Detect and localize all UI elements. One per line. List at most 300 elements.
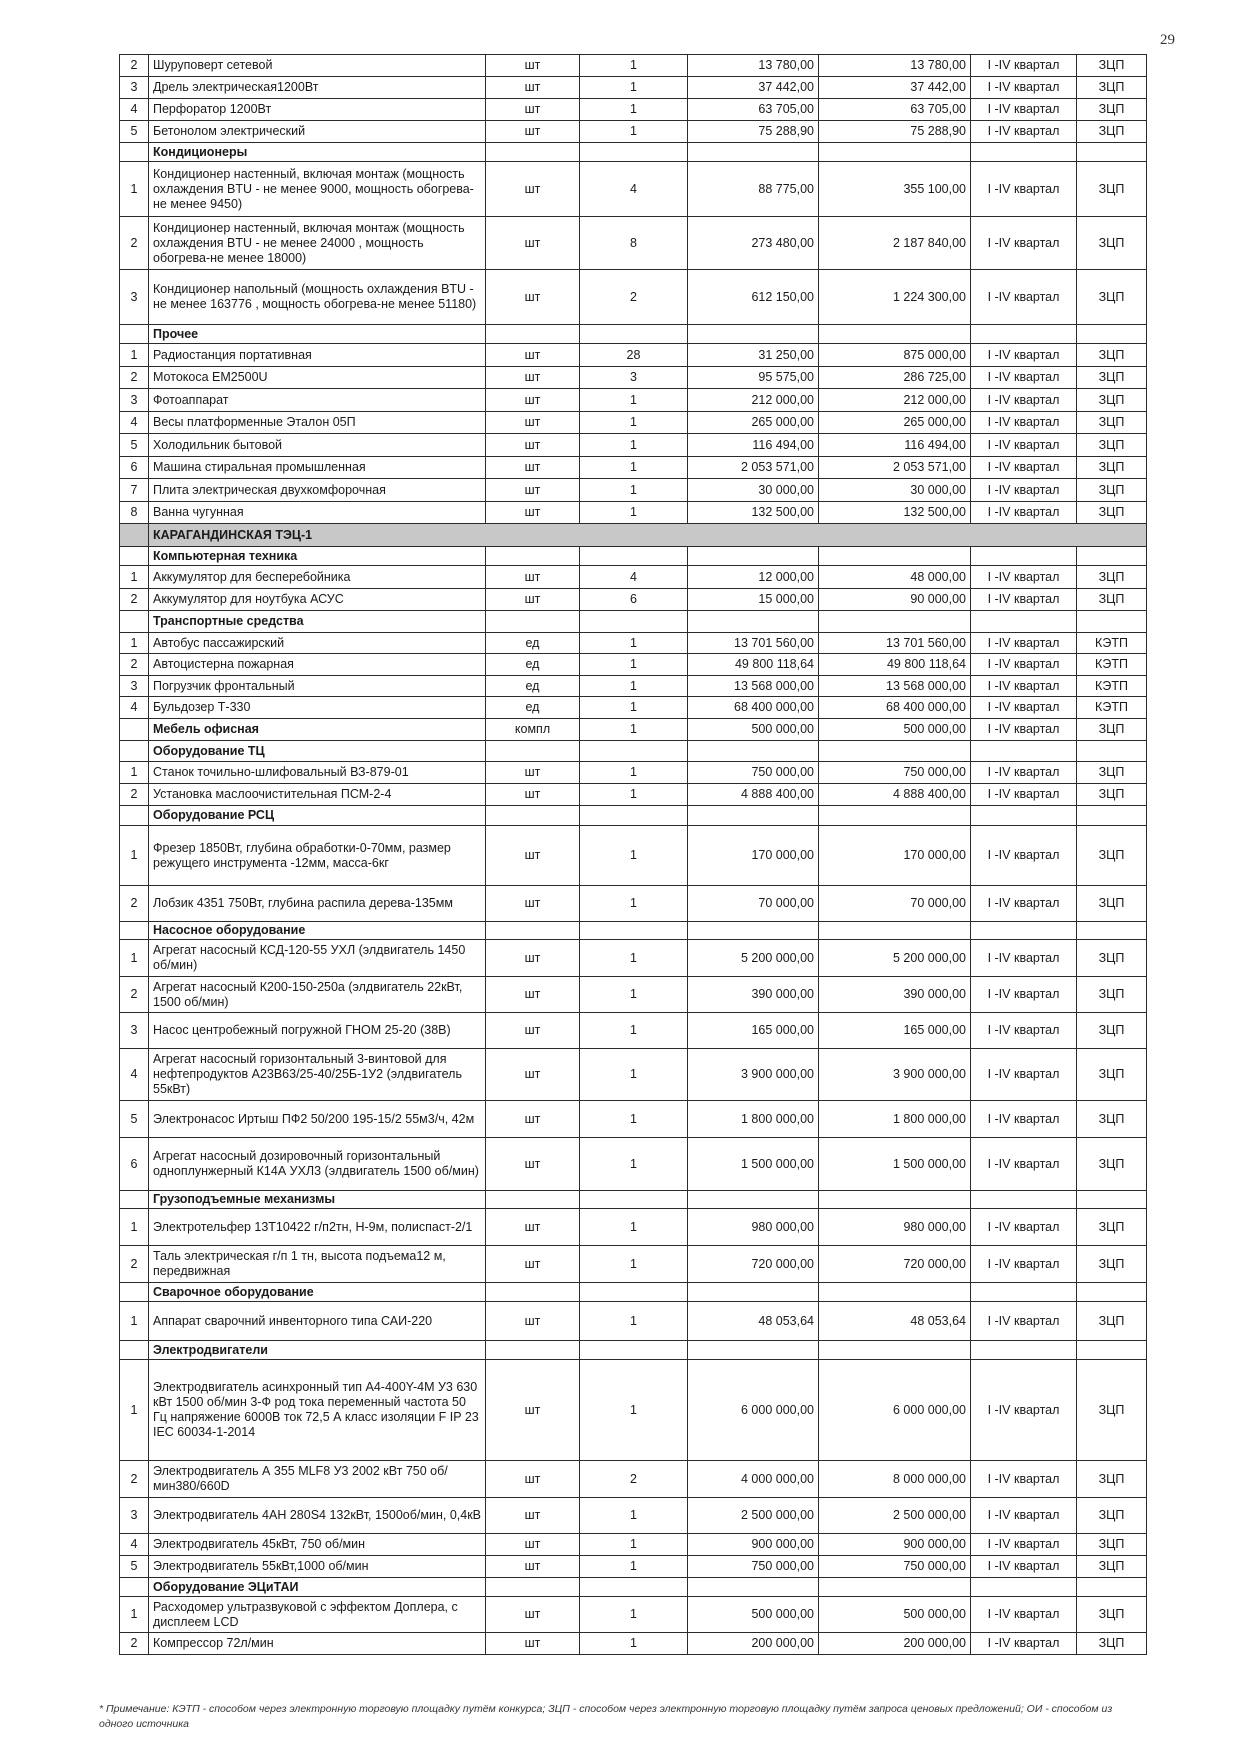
period: I -IV квартал: [971, 1302, 1077, 1341]
table-row: [120, 99, 1147, 121]
quantity: 1: [580, 697, 688, 719]
table-row: [120, 502, 1147, 524]
table-row: [120, 1049, 1147, 1101]
unit: ед: [486, 633, 580, 654]
procurement-method: КЭТП: [1077, 654, 1147, 676]
empty-cell: [120, 1283, 149, 1302]
total-amount: 980 000,00: [819, 1209, 971, 1246]
total-amount: 200 000,00: [819, 1633, 971, 1655]
table-row: [120, 1013, 1147, 1049]
item-name: Расходомер ультразвуковой с эффектом Доплера, с дисплеем LCD: [149, 1597, 486, 1633]
item-name: Кондиционер напольный (мощность охлаждения BTU - не менее 163776 , мощность обогрева-не менее 51180): [149, 270, 486, 325]
period: I -IV квартал: [971, 412, 1077, 434]
unit: шт: [486, 389, 580, 412]
period: I -IV квартал: [971, 762, 1077, 784]
unit: ед: [486, 676, 580, 697]
row-number: 1: [120, 1360, 149, 1461]
quantity: 1: [580, 676, 688, 697]
category-name: Оборудование РСЦ: [149, 806, 486, 826]
item-name: Фрезер 1850Вт, глубина обработки-0-70мм, размер режущего инструмента -12мм, масса-6кг: [149, 826, 486, 886]
item-name: Электротельфер 13Т10422 г/п2тн, Н-9м, полиспаст-2/1: [149, 1209, 486, 1246]
empty-cell: [120, 922, 149, 940]
empty-cell: [1077, 1578, 1147, 1597]
procurement-method: ЗЦП: [1077, 1246, 1147, 1283]
table-row: [120, 1302, 1147, 1341]
empty-cell: [971, 611, 1077, 633]
total-amount: 500 000,00: [819, 1597, 971, 1633]
row-number: 2: [120, 1633, 149, 1655]
empty-cell: [688, 143, 819, 162]
empty-cell: [486, 325, 580, 344]
category-name: Грузоподъемные механизмы: [149, 1191, 486, 1209]
empty-cell: [1077, 1341, 1147, 1360]
row-number: 1: [120, 1209, 149, 1246]
total-amount: 90 000,00: [819, 589, 971, 611]
row-number: 6: [120, 1138, 149, 1191]
category-name: Прочее: [149, 325, 486, 344]
category-name: Компьютерная техника: [149, 547, 486, 566]
row-number: [120, 719, 149, 741]
item-name: Холодильник бытовой: [149, 434, 486, 457]
empty-cell: [580, 1341, 688, 1360]
period: I -IV квартал: [971, 217, 1077, 270]
total-amount: 70 000,00: [819, 886, 971, 922]
period: I -IV квартал: [971, 457, 1077, 479]
quantity: 1: [580, 1209, 688, 1246]
unit-price: 170 000,00: [688, 826, 819, 886]
procurement-method: ЗЦП: [1077, 1049, 1147, 1101]
unit-price: 5 200 000,00: [688, 940, 819, 977]
period: I -IV квартал: [971, 654, 1077, 676]
procurement-method: ЗЦП: [1077, 344, 1147, 367]
empty-cell: [486, 547, 580, 566]
unit-price: 3 900 000,00: [688, 1049, 819, 1101]
table-row: [120, 654, 1147, 676]
category-name: Насосное оборудование: [149, 922, 486, 940]
procurement-method: ЗЦП: [1077, 977, 1147, 1013]
quantity: 6: [580, 589, 688, 611]
row-number: 3: [120, 270, 149, 325]
total-amount: 30 000,00: [819, 479, 971, 502]
procurement-method: ЗЦП: [1077, 1597, 1147, 1633]
empty-cell: [688, 922, 819, 940]
item-name: Дрель электрическая1200Вт: [149, 77, 486, 99]
item-name: Бетонолом электрический: [149, 121, 486, 143]
row-number: 4: [120, 697, 149, 719]
empty-cell: [120, 1191, 149, 1209]
total-amount: 5 200 000,00: [819, 940, 971, 977]
category-row: [120, 1283, 1147, 1302]
quantity: 1: [580, 502, 688, 524]
unit-price: 68 400 000,00: [688, 697, 819, 719]
procurement-method: ЗЦП: [1077, 121, 1147, 143]
total-amount: 720 000,00: [819, 1246, 971, 1283]
table-row: [120, 633, 1147, 654]
period: I -IV квартал: [971, 344, 1077, 367]
unit: шт: [486, 886, 580, 922]
procurement-method: ЗЦП: [1077, 826, 1147, 886]
table-row: [120, 566, 1147, 589]
unit: шт: [486, 1302, 580, 1341]
quantity: 8: [580, 217, 688, 270]
row-number: 2: [120, 654, 149, 676]
category-row: [120, 143, 1147, 162]
empty-cell: [971, 1283, 1077, 1302]
empty-cell: [120, 741, 149, 762]
unit: шт: [486, 1013, 580, 1049]
period: I -IV квартал: [971, 977, 1077, 1013]
row-number: 1: [120, 826, 149, 886]
category-name: Транспортные средства: [149, 611, 486, 633]
empty-cell: [688, 1341, 819, 1360]
quantity: 1: [580, 1597, 688, 1633]
unit-price: 13 701 560,00: [688, 633, 819, 654]
table-row: [120, 1498, 1147, 1534]
procurement-method: ЗЦП: [1077, 719, 1147, 741]
row-number: 5: [120, 434, 149, 457]
procurement-method: ЗЦП: [1077, 99, 1147, 121]
table-row: [120, 762, 1147, 784]
procurement-method: ЗЦП: [1077, 217, 1147, 270]
footnote: * Примечание: КЭТП - способом через электронную торговую площадку путём конкурса; ЗЦП - способом через электронную торговую площадку путём запроса ценовых предложений; ОИ - способом из одного источника: [99, 1703, 1113, 1730]
period: I -IV квартал: [971, 434, 1077, 457]
unit: шт: [486, 457, 580, 479]
unit: шт: [486, 940, 580, 977]
quantity: 2: [580, 270, 688, 325]
empty-cell: [819, 325, 971, 344]
item-name: Электродвигатель 55кВт,1000 об/мин: [149, 1556, 486, 1578]
item-name: Лобзик 4351 750Вт, глубина распила дерева-135мм: [149, 886, 486, 922]
unit-price: 48 053,64: [688, 1302, 819, 1341]
unit: шт: [486, 566, 580, 589]
unit-price: 900 000,00: [688, 1534, 819, 1556]
total-amount: 63 705,00: [819, 99, 971, 121]
unit: ед: [486, 654, 580, 676]
procurement-method: ЗЦП: [1077, 1360, 1147, 1461]
empty-cell: [688, 611, 819, 633]
unit: шт: [486, 367, 580, 389]
total-amount: 68 400 000,00: [819, 697, 971, 719]
item-name: Погрузчик фронтальный: [149, 676, 486, 697]
empty-cell: [486, 1283, 580, 1302]
unit: шт: [486, 1633, 580, 1655]
item-name: Аккумулятор для ноутбука АСУС: [149, 589, 486, 611]
period: I -IV квартал: [971, 389, 1077, 412]
unit: шт: [486, 121, 580, 143]
procurement-method: ЗЦП: [1077, 55, 1147, 77]
unit: шт: [486, 1049, 580, 1101]
item-name: Электродвигатель 4АН 280S4 132кВт, 1500об/мин, 0,4кВ: [149, 1498, 486, 1534]
unit-price: 200 000,00: [688, 1633, 819, 1655]
category-name: Оборудование ЭЦиТАИ: [149, 1578, 486, 1597]
organization-header-row: [120, 524, 1147, 547]
item-name: Радиостанция портативная: [149, 344, 486, 367]
procurement-method: ЗЦП: [1077, 940, 1147, 977]
procurement-table: [119, 54, 1147, 1655]
empty-cell: [819, 1191, 971, 1209]
page-number: 29: [1160, 32, 1175, 48]
procurement-method: ЗЦП: [1077, 1101, 1147, 1138]
table-row: [120, 1556, 1147, 1578]
total-amount: 390 000,00: [819, 977, 971, 1013]
unit-price: 612 150,00: [688, 270, 819, 325]
empty-cell: [1077, 741, 1147, 762]
period: I -IV квартал: [971, 940, 1077, 977]
unit: шт: [486, 589, 580, 611]
item-name: Таль электрическая г/п 1 тн, высота подъема12 м, передвижная: [149, 1246, 486, 1283]
unit-price: 212 000,00: [688, 389, 819, 412]
procurement-method: КЭТП: [1077, 633, 1147, 654]
item-name: Шуруповерт сетевой: [149, 55, 486, 77]
unit-price: 95 575,00: [688, 367, 819, 389]
empty-cell: [486, 741, 580, 762]
row-number: 2: [120, 886, 149, 922]
item-name: Мебель офисная: [149, 719, 486, 741]
period: I -IV квартал: [971, 589, 1077, 611]
empty-cell: [819, 1578, 971, 1597]
category-row: [120, 547, 1147, 566]
category-row: [120, 325, 1147, 344]
quantity: 1: [580, 434, 688, 457]
unit: шт: [486, 434, 580, 457]
table-row: [120, 977, 1147, 1013]
procurement-method: ЗЦП: [1077, 589, 1147, 611]
period: I -IV квартал: [971, 99, 1077, 121]
quantity: 1: [580, 412, 688, 434]
unit-price: 1 800 000,00: [688, 1101, 819, 1138]
period: I -IV квартал: [971, 162, 1077, 217]
period: I -IV квартал: [971, 1138, 1077, 1191]
quantity: 1: [580, 633, 688, 654]
unit-price: 88 775,00: [688, 162, 819, 217]
total-amount: 4 888 400,00: [819, 784, 971, 806]
quantity: 1: [580, 826, 688, 886]
empty-cell: [688, 1283, 819, 1302]
quantity: 1: [580, 784, 688, 806]
unit-price: 273 480,00: [688, 217, 819, 270]
unit: шт: [486, 162, 580, 217]
unit: шт: [486, 762, 580, 784]
period: I -IV квартал: [971, 1209, 1077, 1246]
unit: шт: [486, 826, 580, 886]
unit: шт: [486, 1209, 580, 1246]
unit: шт: [486, 1498, 580, 1534]
period: I -IV квартал: [971, 1049, 1077, 1101]
total-amount: 8 000 000,00: [819, 1461, 971, 1498]
row-number: 5: [120, 121, 149, 143]
total-amount: 2 500 000,00: [819, 1498, 971, 1534]
category-row: [120, 611, 1147, 633]
procurement-method: ЗЦП: [1077, 566, 1147, 589]
item-name: Аппарат сварочний инвенторного типа САИ-220: [149, 1302, 486, 1341]
empty-cell: [580, 611, 688, 633]
empty-cell: [819, 922, 971, 940]
unit: шт: [486, 77, 580, 99]
total-amount: 13 701 560,00: [819, 633, 971, 654]
empty-cell: [819, 806, 971, 826]
empty-cell: [120, 143, 149, 162]
procurement-method: ЗЦП: [1077, 784, 1147, 806]
empty-cell: [688, 806, 819, 826]
unit: шт: [486, 1101, 580, 1138]
unit-price: 4 888 400,00: [688, 784, 819, 806]
procurement-method: ЗЦП: [1077, 886, 1147, 922]
total-amount: 13 780,00: [819, 55, 971, 77]
row-number: [120, 524, 149, 547]
total-amount: 875 000,00: [819, 344, 971, 367]
item-name: Ванна чугунная: [149, 502, 486, 524]
unit-price: 49 800 118,64: [688, 654, 819, 676]
row-number: 1: [120, 762, 149, 784]
row-number: 8: [120, 502, 149, 524]
unit-price: 500 000,00: [688, 1597, 819, 1633]
empty-cell: [688, 1191, 819, 1209]
table-body: [120, 55, 1147, 1655]
item-name: Мотокоса EM2500U: [149, 367, 486, 389]
item-name: Станок точильно-шлифовальный ВЗ-879-01: [149, 762, 486, 784]
quantity: 4: [580, 566, 688, 589]
empty-cell: [1077, 611, 1147, 633]
unit-price: 30 000,00: [688, 479, 819, 502]
unit-price: 2 500 000,00: [688, 1498, 819, 1534]
unit: шт: [486, 1246, 580, 1283]
quantity: 1: [580, 1498, 688, 1534]
row-number: 3: [120, 389, 149, 412]
empty-cell: [486, 1578, 580, 1597]
row-number: 4: [120, 412, 149, 434]
row-number: 3: [120, 1013, 149, 1049]
period: I -IV квартал: [971, 1246, 1077, 1283]
empty-cell: [971, 325, 1077, 344]
unit: шт: [486, 502, 580, 524]
item-name: Автобус пассажирский: [149, 633, 486, 654]
procurement-method: ЗЦП: [1077, 479, 1147, 502]
empty-cell: [971, 806, 1077, 826]
total-amount: 165 000,00: [819, 1013, 971, 1049]
empty-cell: [819, 547, 971, 566]
unit: шт: [486, 479, 580, 502]
total-amount: 265 000,00: [819, 412, 971, 434]
total-amount: 13 568 000,00: [819, 676, 971, 697]
quantity: 1: [580, 389, 688, 412]
unit: шт: [486, 1138, 580, 1191]
category-name: Электродвигатели: [149, 1341, 486, 1360]
unit-price: 116 494,00: [688, 434, 819, 457]
empty-cell: [486, 611, 580, 633]
row-number: 1: [120, 940, 149, 977]
item-name: Установка маслоочистительная ПСМ-2-4: [149, 784, 486, 806]
period: I -IV квартал: [971, 1556, 1077, 1578]
item-name: Электродвигатель 45кВт, 750 об/мин: [149, 1534, 486, 1556]
row-number: 2: [120, 367, 149, 389]
unit-price: 6 000 000,00: [688, 1360, 819, 1461]
quantity: 1: [580, 1246, 688, 1283]
procurement-method: ЗЦП: [1077, 1138, 1147, 1191]
item-name: Кондиционер настенный, включая монтаж (мощность охлаждения BTU - не менее 24000 , мощность обогрева-не менее 18000): [149, 217, 486, 270]
quantity: 1: [580, 1138, 688, 1191]
row-number: 3: [120, 1498, 149, 1534]
quantity: 1: [580, 99, 688, 121]
item-name: Компрессор 72л/мин: [149, 1633, 486, 1655]
row-number: 2: [120, 1461, 149, 1498]
unit-price: 63 705,00: [688, 99, 819, 121]
quantity: 1: [580, 77, 688, 99]
unit: шт: [486, 99, 580, 121]
empty-cell: [580, 1283, 688, 1302]
quantity: 1: [580, 1049, 688, 1101]
empty-cell: [1077, 806, 1147, 826]
total-amount: 75 288,90: [819, 121, 971, 143]
unit: шт: [486, 784, 580, 806]
procurement-method: ЗЦП: [1077, 1013, 1147, 1049]
row-number: 3: [120, 676, 149, 697]
procurement-method: КЭТП: [1077, 676, 1147, 697]
item-name: Бульдозер Т-330: [149, 697, 486, 719]
quantity: 1: [580, 940, 688, 977]
empty-cell: [486, 922, 580, 940]
empty-cell: [971, 143, 1077, 162]
period: I -IV квартал: [971, 784, 1077, 806]
row-number: 5: [120, 1101, 149, 1138]
period: I -IV квартал: [971, 1534, 1077, 1556]
total-amount: 132 500,00: [819, 502, 971, 524]
procurement-method: ЗЦП: [1077, 77, 1147, 99]
empty-cell: [120, 611, 149, 633]
procurement-method: ЗЦП: [1077, 1461, 1147, 1498]
unit-price: 13 780,00: [688, 55, 819, 77]
quantity: 2: [580, 1461, 688, 1498]
period: I -IV квартал: [971, 633, 1077, 654]
total-amount: 37 442,00: [819, 77, 971, 99]
item-name: Машина стиральная промышленная: [149, 457, 486, 479]
quantity: 1: [580, 1360, 688, 1461]
unit-price: 390 000,00: [688, 977, 819, 1013]
table-row: [120, 162, 1147, 217]
table-row: [120, 784, 1147, 806]
quantity: 3: [580, 367, 688, 389]
quantity: 1: [580, 1534, 688, 1556]
item-name: Агрегат насосный КСД-120-55 УХЛ (элдвигатель 1450 об/мин): [149, 940, 486, 977]
period: I -IV квартал: [971, 1101, 1077, 1138]
row-number: 4: [120, 1534, 149, 1556]
empty-cell: [120, 325, 149, 344]
table-row: [120, 367, 1147, 389]
total-amount: 2 187 840,00: [819, 217, 971, 270]
quantity: 28: [580, 344, 688, 367]
empty-cell: [971, 1191, 1077, 1209]
table-row: [120, 77, 1147, 99]
period: I -IV квартал: [971, 1633, 1077, 1655]
procurement-method: ЗЦП: [1077, 162, 1147, 217]
item-name: Агрегат насосный дозировочный горизонтальный одноплунжерный К14А УХЛ3 (элдвигатель 1500 об/мин): [149, 1138, 486, 1191]
table-row: [120, 121, 1147, 143]
procurement-method: ЗЦП: [1077, 1209, 1147, 1246]
quantity: 1: [580, 1556, 688, 1578]
item-name: Электродвигатель А 355 MLF8 У3 2002 кВт 750 об/мин380/660D: [149, 1461, 486, 1498]
unit-price: 165 000,00: [688, 1013, 819, 1049]
total-amount: 286 725,00: [819, 367, 971, 389]
period: I -IV квартал: [971, 886, 1077, 922]
item-name: Электродвигатель асинхронный тип А4-400Y-4М У3 630 кВт 1500 об/мин 3-Ф род тока переменный частота 50 Гц напряжение 6000В ток 72,5 А класс изоляции F IP 23 IEC 60034-1-2014: [149, 1360, 486, 1461]
row-number: 4: [120, 1049, 149, 1101]
total-amount: 212 000,00: [819, 389, 971, 412]
item-name: Агрегат насосный К200-150-250а (элдвигатель 22кВт, 1500 об/мин): [149, 977, 486, 1013]
quantity: 1: [580, 1302, 688, 1341]
table-row: [120, 589, 1147, 611]
total-amount: 1 500 000,00: [819, 1138, 971, 1191]
total-amount: 3 900 000,00: [819, 1049, 971, 1101]
total-amount: 750 000,00: [819, 762, 971, 784]
